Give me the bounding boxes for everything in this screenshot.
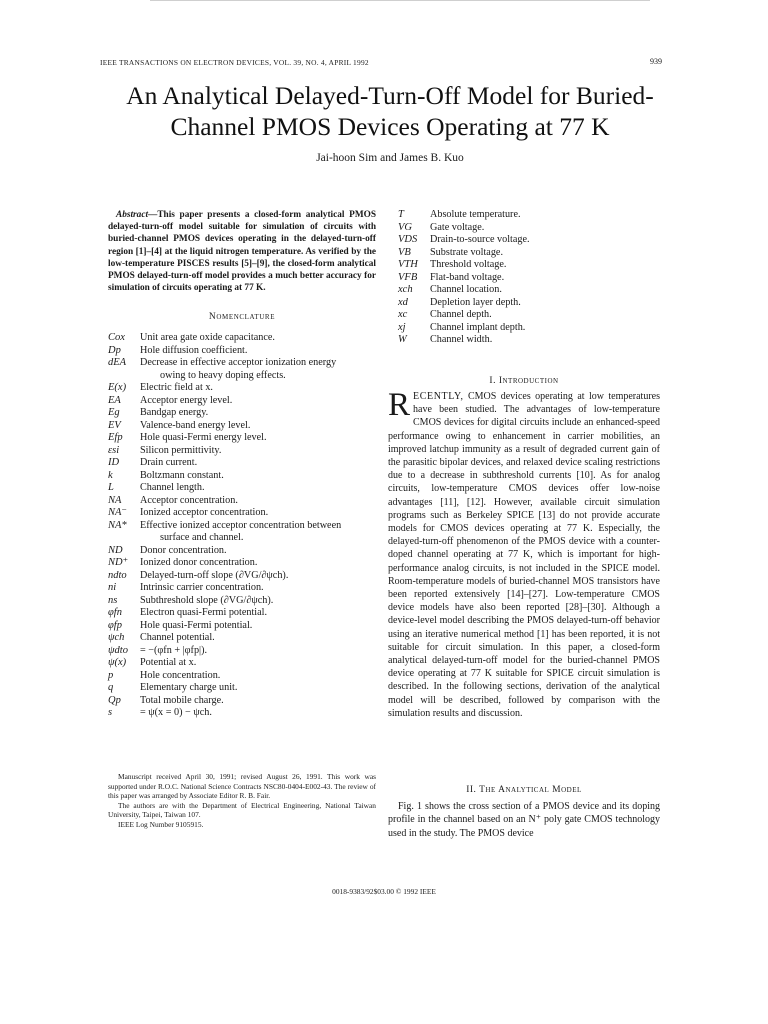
nomenclature-entry [108,620,376,633]
nomenclature-symbol: E(x) [108,382,127,393]
nomenclature-entry [108,657,376,670]
nomenclature-description-continued: surface and channel. [160,532,244,543]
author-affiliation: The authors are with the Department of Electrical Engineering, National Taiwan University, Taipei, Taiwan 107. [108,800,376,820]
nomenclature-entry [108,432,376,445]
abstract-text: —This paper presents a closed-form analytical PMOS delayed-turn-off model suitable for simulation of circuits with buried-channel PMOS devices operating in the delayed-turn-off region [1]–[4] at the liquid nitrogen temperature. As verified by the low-temperature PISCES results [5]–[9], the closed-form analytical PMOS delayed-turn-off model provides a much better accuracy for simulation of circuits operating at 77 K. [108,210,376,294]
nomenclature-description: Drain current. [140,457,198,468]
title-line-1: An Analytical Delayed-Turn-Off Model for Buried- [126,81,654,110]
nomenclature-description: Elementary charge unit. [140,682,238,693]
nomenclature-entry [108,457,376,470]
nomenclature-symbol: ni [108,582,117,593]
nomenclature-entry [398,272,660,285]
nomenclature-list-left [108,332,376,720]
abstract-label: Abstract [116,210,149,220]
nomenclature-symbol: k [108,469,113,481]
nomenclature-description: Depletion layer depth. [430,296,521,308]
nomenclature-entry [108,345,376,358]
nomenclature-description: Potential at x. [140,657,197,668]
nomenclature-description: Hole quasi-Fermi energy level. [140,432,267,443]
nomenclature-symbol: Cox [108,332,125,343]
nomenclature-description: Decrease in effective acceptor ionization energy [140,357,337,368]
nomenclature-symbol: NA⁻ [108,507,127,518]
nomenclature-entry [108,707,376,720]
nomenclature-entry [108,545,376,558]
nomenclature-symbol: NA* [108,519,127,531]
nomenclature-symbol: VB [398,246,411,258]
nomenclature-symbol: VDS [398,234,418,245]
nomenclature-symbol: ψch [108,632,125,643]
nomenclature-description: Unit area gate oxide capacitance. [140,332,275,343]
nomenclature-entry [108,595,376,608]
nomenclature-symbol: EV [108,419,121,431]
page-number: 939 [650,57,662,66]
section-2-heading: II. The Analytical Model [466,785,582,795]
nomenclature-description: = ψ(x = 0) − ψch. [140,707,212,718]
nomenclature-description: Drain-to-source voltage. [430,234,530,245]
nomenclature-symbol: ND [108,544,123,556]
nomenclature-description: Ionized acceptor concentration. [140,507,269,518]
nomenclature-description: = −(φfn + |φfp|). [140,644,208,656]
nomenclature-description: Channel potential. [140,632,215,643]
nomenclature-description: Channel location. [430,284,502,295]
nomenclature-description: Channel implant depth. [430,321,526,333]
nomenclature-symbol: s [108,707,113,718]
nomenclature-description: Gate voltage. [430,221,485,233]
drop-cap: R [388,387,411,423]
intro-lead-word: ECENTLY, [413,391,464,402]
nomenclature-symbol: Dp [108,344,121,356]
title-line-2: Channel PMOS Devices Operating at 77 K [170,112,610,141]
nomenclature-description: Ionized donor concentration. [140,557,258,568]
nomenclature-description: Delayed-turn-off slope (∂VG/∂ψch). [140,569,289,581]
nomenclature-description: Boltzmann constant. [140,469,224,481]
nomenclature-entry [398,334,660,347]
nomenclature-symbol: xd [398,296,408,308]
nomenclature-entry [398,234,660,247]
nomenclature-symbol: φfn [108,607,122,618]
nomenclature-entry [108,470,376,483]
nomenclature-symbol: ψdto [108,644,128,656]
nomenclature-symbol: VFB [398,271,418,283]
nomenclature-description: Effective ionized acceptor concentration between [140,519,342,531]
nomenclature-entry [108,445,376,458]
nomenclature-entry [108,395,376,408]
journal-header: IEEE TRANSACTIONS ON ELECTRON DEVICES, VOL. 39, NO. 4, APRIL 1992 [100,58,369,67]
nomenclature-entry [108,682,376,695]
nomenclature-entry [398,209,660,222]
nomenclature-description: Intrinsic carrier concentration. [140,582,264,593]
nomenclature-entry [108,520,376,533]
nomenclature-description-continued: owing to heavy doping effects. [160,369,286,381]
nomenclature-description: Channel depth. [430,309,492,320]
nomenclature-symbol: Qp [108,694,121,706]
nomenclature-entry [108,645,376,658]
nomenclature-description: Acceptor energy level. [140,394,233,406]
nomenclature-entry [108,382,376,395]
nomenclature-symbol: NA [108,494,122,506]
nomenclature-description: Hole quasi-Fermi potential. [140,619,253,631]
copyright-footer: 0018-9383/92$03.00 © 1992 IEEE [332,887,436,896]
nomenclature-description: Total mobile charge. [140,694,224,706]
nomenclature-symbol: VG [398,221,412,233]
nomenclature-symbol: φfp [108,619,122,631]
paper-title [60,80,720,142]
nomenclature-entry [108,632,376,645]
nomenclature-entry [398,309,660,322]
nomenclature-symbol: VTH [398,259,418,270]
nomenclature-entry [108,407,376,420]
nomenclature-entry [398,284,660,297]
top-rule [150,0,650,1]
nomenclature-symbol: xj [398,321,406,333]
nomenclature-description: Hole concentration. [140,669,221,681]
nomenclature-entry [108,557,376,570]
nomenclature-description: Threshold voltage. [430,259,507,270]
nomenclature-entry [398,247,660,260]
nomenclature-symbol: p [108,669,114,681]
nomenclature-description: Silicon permittivity. [140,444,222,456]
nomenclature-entry [108,607,376,620]
nomenclature-description: Hole diffusion coefficient. [140,344,248,356]
intro-body: CMOS devices operating at low temperatures have been studied. The advantages of low-temperature CMOS devices for digital circuits include an enhanced-speed performance owing to enhancement in carrier mobilities, an improved latchup immunity as a result of degraded current gain of the parasitic bipolar devices, and relaxed device scaling restrictions due to a decrease in subthreshold currents [10]. As for analog circuits, low-temperature CMOS devices offer low-noise advantages [11], [12]. However, available circuit simulation programs such as Berkeley SPICE [13] do not provide accurate models for CMOS devices operating at 77 K. Especially, the delayed-turn-off phenomenon of the PMOS device with a counter-doped channel operating at 77 K, which is important for high-performance analog circuits, is not included in the SPICE model. Room-temperature models of buried-channel MOS transistors have been reported extensively [14]–[27]. Low-temperature CMOS device models have also been reported [28]–[30]. Although a device-level model describing the PMOS delayed-turn-off behavior using an iterative numerical method [1] has been reported, it is not suitable for circuit simulation. In this paper, a closed-form analytical delayed-turn-off model for the buried-channel PMOS device operating at 77 K suitable for SPICE circuit simulation is described. In the following sections, derivation of the analytical model will be described, followed by comparison with the simulation results and discussion. [388,391,660,719]
manuscript-received: Manuscript received April 30, 1991; revised August 26, 1991. This work was supported under R.O.C. National Science Contracts NSC80-0404-E002-43. The review of this paper was arranged by Associate Editor R. B. Fair. [108,772,376,801]
nomenclature-entry [398,259,660,272]
nomenclature-heading: Nomenclature [208,312,276,322]
nomenclature-entry [108,482,376,495]
nomenclature-symbol: ID [108,457,120,468]
nomenclature-entry [398,322,660,335]
nomenclature-description: Acceptor concentration. [140,494,238,506]
nomenclature-entry [108,357,376,370]
nomenclature-symbol: T [398,209,404,220]
nomenclature-list-right [398,209,660,347]
nomenclature-description: Valence-band energy level. [140,419,251,431]
nomenclature-description: Subthreshold slope (∂VG/∂ψch). [140,594,274,606]
nomenclature-symbol: xch [398,284,413,295]
nomenclature-description: Electron quasi-Fermi potential. [140,607,268,618]
nomenclature-symbol: W [398,334,407,345]
abstract [108,209,376,294]
nomenclature-entry [108,670,376,683]
nomenclature-entry [108,695,376,708]
nomenclature-entry [108,332,376,345]
nomenclature-description: Flat-band voltage. [430,271,505,283]
introduction-text [388,387,660,720]
nomenclature-entry [108,495,376,508]
nomenclature-entry [108,570,376,583]
nomenclature-entry [108,507,376,520]
nomenclature-description: Channel width. [430,334,493,345]
nomenclature-symbol: ND⁺ [108,557,129,568]
nomenclature-symbol: xc [398,309,408,320]
nomenclature-entry [398,222,660,235]
nomenclature-symbol: ns [108,594,118,606]
nomenclature-symbol: Eg [108,407,120,418]
nomenclature-symbol: L [108,482,114,493]
manuscript-footnote [108,772,376,830]
nomenclature-description: Absolute temperature. [430,209,521,220]
nomenclature-description: Channel length. [140,482,205,493]
nomenclature-symbol: Efp [108,432,123,443]
nomenclature-symbol: ndto [108,569,127,581]
authors: Jai-hoon Sim and James B. Kuo [316,152,464,164]
nomenclature-description: Substrate voltage. [430,246,503,258]
nomenclature-symbol: EA [108,394,121,406]
nomenclature-entry [108,420,376,433]
nomenclature-description: Electric field at x. [140,382,213,393]
nomenclature-description: Bandgap energy. [140,407,209,418]
ieee-log-number: IEEE Log Number 9105915. [118,819,204,829]
nomenclature-symbol: q [108,682,114,693]
section-2-text: Fig. 1 shows the cross section of a PMOS device and its doping profile in the channel based on an N⁺ poly gate CMOS technology used in the study. The PMOS device [388,801,660,839]
nomenclature-symbol: ψ(x) [108,657,127,668]
nomenclature-entry [108,582,376,595]
section-1-heading: I. Introduction [489,376,559,386]
nomenclature-symbol: dEA [108,357,127,368]
nomenclature-entry [398,297,660,310]
nomenclature-symbol: εsi [108,444,120,456]
nomenclature-description: Donor concentration. [140,544,227,556]
